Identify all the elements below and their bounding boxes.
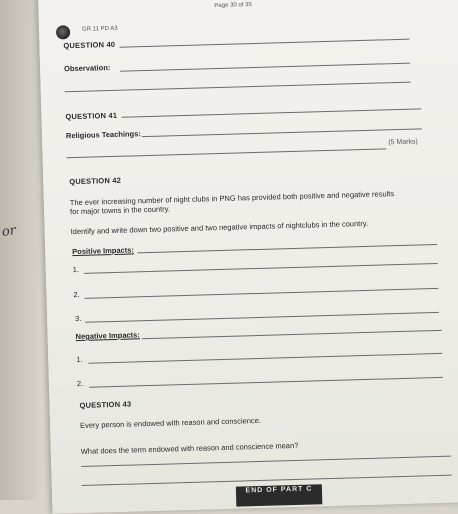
answer-line[interactable] (142, 330, 442, 339)
answer-line[interactable] (82, 475, 452, 486)
answer-line[interactable] (81, 456, 451, 467)
answer-line[interactable] (120, 63, 410, 72)
answer-line[interactable] (85, 312, 439, 323)
answer-line[interactable] (88, 353, 442, 364)
negative-impacts-label: Negative Impacts: (75, 330, 140, 342)
question-40-heading: QUESTION 40 (63, 39, 116, 51)
page-number: Page 30 of 35 (214, 2, 252, 10)
handwritten-margin-note: or (1, 223, 18, 240)
book-spine-edge (0, 0, 38, 500)
question-42-intro: The ever increasing number of night clubs in PNG has provided both positive and negative results (69, 189, 395, 208)
question-41-heading: QUESTION 41 (65, 110, 118, 122)
answer-line[interactable] (137, 244, 437, 253)
positive-item-number: 2. (73, 289, 80, 300)
answer-line[interactable] (85, 288, 439, 299)
positive-item-number: 1. (72, 264, 80, 275)
religious-teachings-label: Religious Teachings: (65, 129, 141, 141)
observation-label: Observation: (63, 63, 111, 74)
question-42-heading: QUESTION 42 (69, 175, 122, 187)
exam-page (38, 0, 458, 514)
exam-code: GR 11 PD A3 (81, 25, 118, 33)
answer-line[interactable] (142, 128, 422, 137)
answer-line[interactable] (67, 148, 387, 158)
question-43-statement: Every person is endowed with reason and conscience. (79, 415, 262, 430)
marks-label: (5 Marks) (388, 138, 418, 147)
question-42-instruction: Identify and write down two positive and two negative impacts of nightclubs in the country. (70, 218, 369, 237)
answer-line[interactable] (120, 39, 410, 48)
end-of-part-banner: END OF PART C (236, 484, 323, 506)
answer-line[interactable] (121, 108, 421, 117)
answer-line[interactable] (84, 263, 438, 274)
question-43-question: What does the term endowed with reason and conscience mean? (80, 440, 299, 456)
answer-line[interactable] (89, 377, 443, 388)
positive-impacts-label: Positive Impacts: (72, 245, 135, 257)
positive-item-number: 3. (74, 313, 82, 324)
question-43-heading: QUESTION 43 (79, 399, 132, 410)
negative-item-number: 2. (76, 378, 84, 389)
school-logo-icon (56, 25, 70, 39)
negative-item-number: 1. (76, 354, 83, 365)
question-42-intro-continued: for major towns in the country. (69, 204, 171, 217)
answer-line[interactable] (65, 82, 411, 93)
